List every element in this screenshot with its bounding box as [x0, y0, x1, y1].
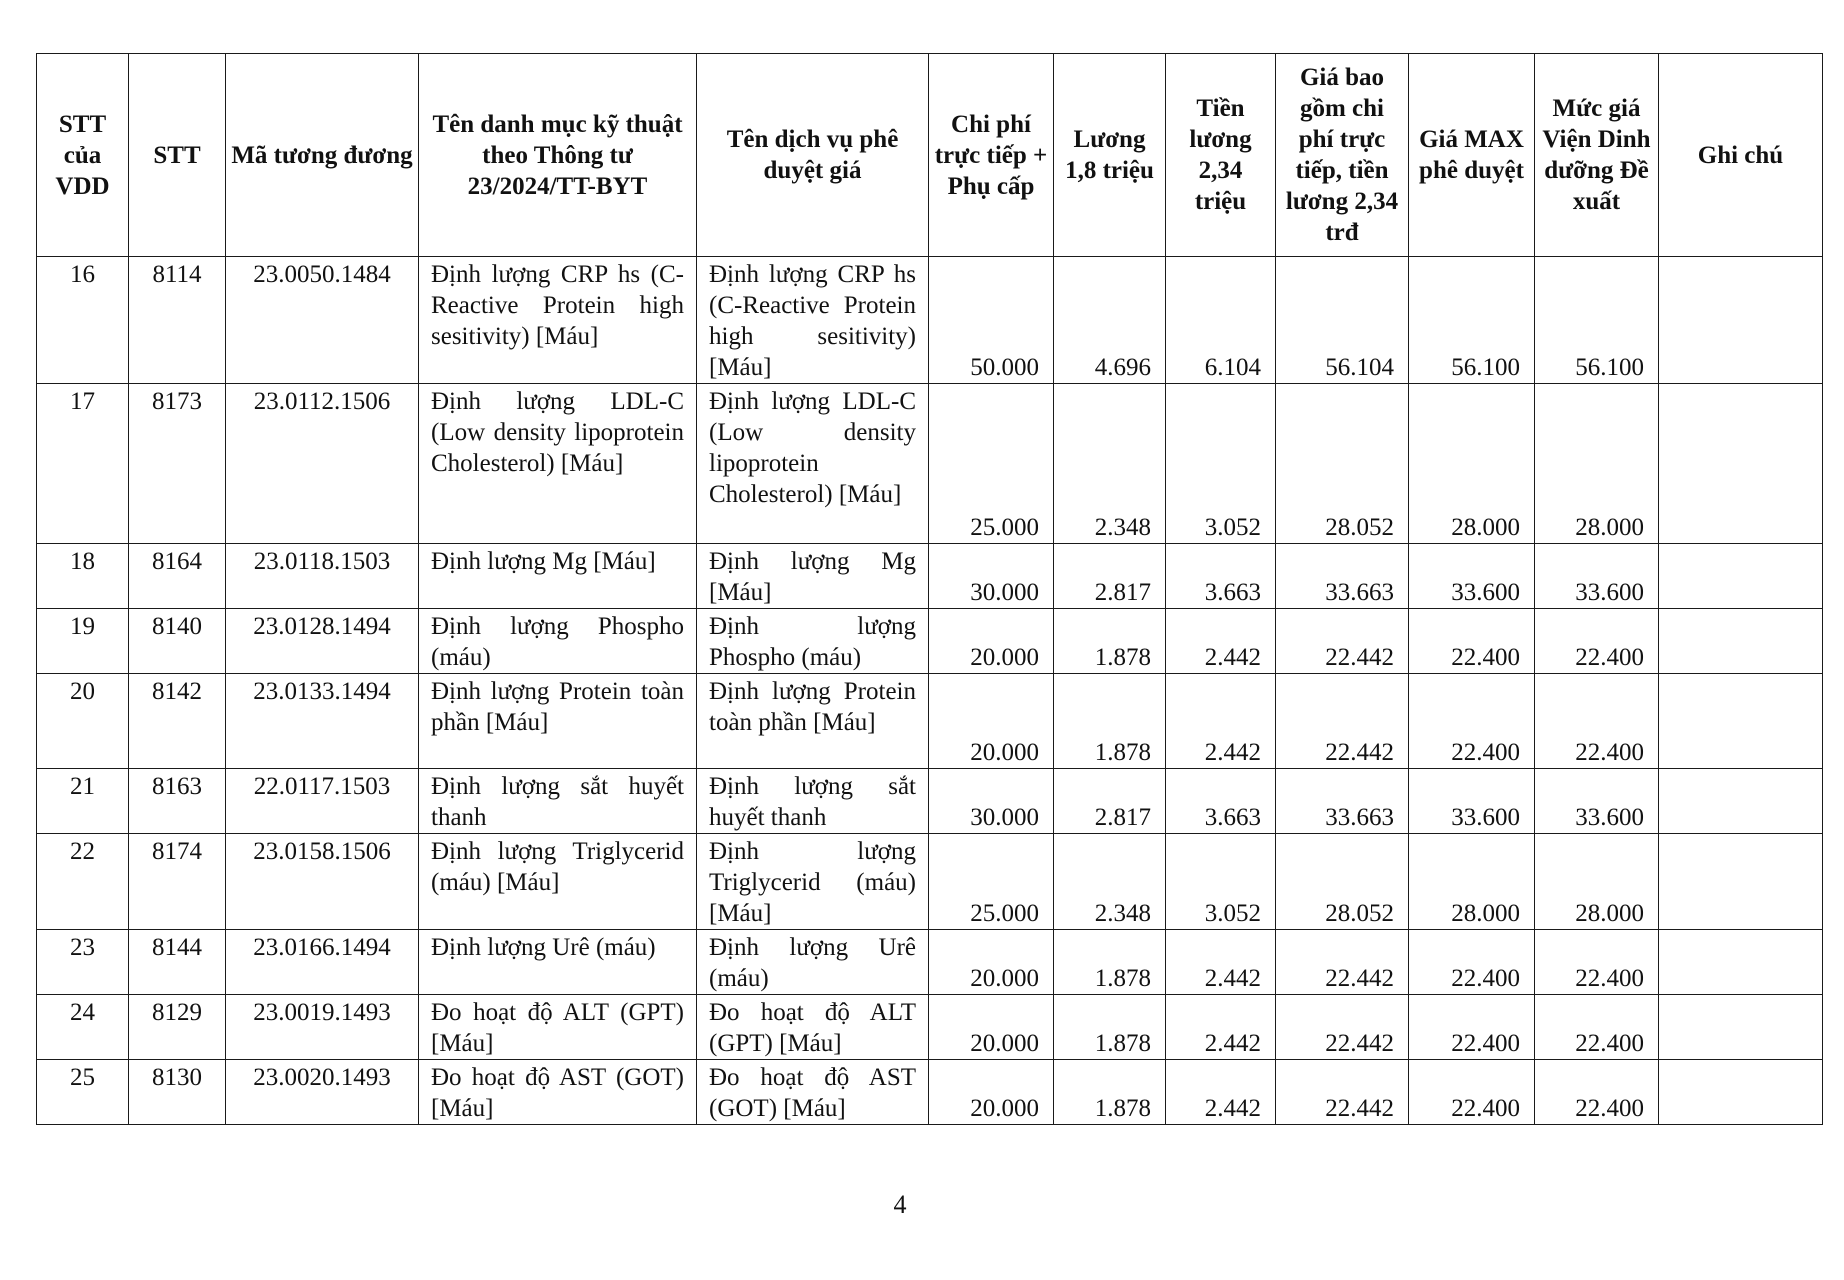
cell-stt-vdd: 20 — [37, 674, 129, 769]
cell-ma-tuong-duong: 23.0050.1484 — [226, 257, 419, 384]
cell-gia-bao-gom: 28.052 — [1276, 834, 1409, 930]
cell-stt-vdd: 24 — [37, 995, 129, 1060]
cell-stt-vdd: 21 — [37, 769, 129, 834]
price-table-container — [36, 53, 1822, 1125]
cell-ten-ky-thuat: Đo hoạt độ ALT (GPT) [Máu] — [419, 995, 697, 1060]
cell-ten-dich-vu: Định lượng Mg [Máu] — [697, 544, 929, 609]
cell-ghi-chu — [1659, 769, 1823, 834]
cell-stt: 8174 — [129, 834, 226, 930]
cell-gia-max: 33.600 — [1409, 769, 1535, 834]
table-row — [37, 995, 1823, 1060]
cell-ma-tuong-duong: 23.0128.1494 — [226, 609, 419, 674]
table-row — [37, 674, 1823, 769]
cell-luong-18: 2.348 — [1054, 834, 1166, 930]
cell-stt-vdd: 16 — [37, 257, 129, 384]
cell-ten-ky-thuat: Định lượng Mg [Máu] — [419, 544, 697, 609]
cell-luong-234: 2.442 — [1166, 674, 1276, 769]
cell-luong-234: 2.442 — [1166, 995, 1276, 1060]
cell-ten-dich-vu: Định lượng Urê (máu) — [697, 930, 929, 995]
cell-ghi-chu — [1659, 384, 1823, 544]
cell-stt: 8173 — [129, 384, 226, 544]
cell-gia-max: 56.100 — [1409, 257, 1535, 384]
cell-stt: 8140 — [129, 609, 226, 674]
cell-ten-ky-thuat: Định lượng sắt huyết thanh — [419, 769, 697, 834]
header-ten-ky-thuat: Tên danh mục kỹ thuật theo Thông tư 23/2024/TT-BYT — [419, 54, 697, 257]
cell-muc-gia: 28.000 — [1535, 384, 1659, 544]
cell-gia-bao-gom: 22.442 — [1276, 1060, 1409, 1125]
cell-gia-max: 22.400 — [1409, 1060, 1535, 1125]
cell-ten-dich-vu: Định lượng Phospho (máu) — [697, 609, 929, 674]
cell-ten-ky-thuat: Định lượng Urê (máu) — [419, 930, 697, 995]
cell-chi-phi: 20.000 — [929, 1060, 1054, 1125]
cell-stt: 8144 — [129, 930, 226, 995]
cell-chi-phi: 30.000 — [929, 544, 1054, 609]
cell-ten-ky-thuat: Định lượng Triglycerid (máu) [Máu] — [419, 834, 697, 930]
cell-gia-max: 22.400 — [1409, 609, 1535, 674]
cell-ma-tuong-duong: 23.0118.1503 — [226, 544, 419, 609]
cell-gia-bao-gom: 28.052 — [1276, 384, 1409, 544]
cell-stt: 8114 — [129, 257, 226, 384]
cell-muc-gia: 28.000 — [1535, 834, 1659, 930]
header-chi-phi: Chi phí trực tiếp + Phụ cấp — [929, 54, 1054, 257]
cell-luong-18: 1.878 — [1054, 995, 1166, 1060]
cell-luong-234: 3.052 — [1166, 384, 1276, 544]
cell-ma-tuong-duong: 23.0166.1494 — [226, 930, 419, 995]
cell-muc-gia: 22.400 — [1535, 995, 1659, 1060]
cell-luong-18: 1.878 — [1054, 930, 1166, 995]
table-body — [37, 257, 1823, 1125]
header-muc-gia: Mức giá Viện Dinh dưỡng Đề xuất — [1535, 54, 1659, 257]
cell-ghi-chu — [1659, 674, 1823, 769]
cell-gia-max: 33.600 — [1409, 544, 1535, 609]
cell-luong-234: 2.442 — [1166, 1060, 1276, 1125]
table-row — [37, 769, 1823, 834]
cell-chi-phi: 25.000 — [929, 834, 1054, 930]
cell-chi-phi: 30.000 — [929, 769, 1054, 834]
cell-luong-18: 2.817 — [1054, 769, 1166, 834]
cell-stt: 8142 — [129, 674, 226, 769]
table-row — [37, 609, 1823, 674]
cell-ten-dich-vu: Định lượng Triglycerid (máu) [Máu] — [697, 834, 929, 930]
cell-muc-gia: 33.600 — [1535, 769, 1659, 834]
cell-luong-18: 4.696 — [1054, 257, 1166, 384]
cell-luong-234: 3.663 — [1166, 769, 1276, 834]
table-row — [37, 257, 1823, 384]
cell-ma-tuong-duong: 23.0020.1493 — [226, 1060, 419, 1125]
cell-stt-vdd: 19 — [37, 609, 129, 674]
cell-gia-bao-gom: 22.442 — [1276, 930, 1409, 995]
cell-ten-ky-thuat: Định lượng LDL-C (Low density lipoprotein Cholesterol) [Máu] — [419, 384, 697, 544]
cell-gia-max: 28.000 — [1409, 834, 1535, 930]
header-stt-vdd: STT của VDD — [37, 54, 129, 257]
table-row — [37, 1060, 1823, 1125]
cell-luong-234: 2.442 — [1166, 930, 1276, 995]
cell-ghi-chu — [1659, 834, 1823, 930]
cell-ten-ky-thuat: Định lượng Protein toàn phần [Máu] — [419, 674, 697, 769]
header-gia-bao-gom: Giá bao gồm chi phí trực tiếp, tiền lương 2,34 trđ — [1276, 54, 1409, 257]
cell-muc-gia: 22.400 — [1535, 674, 1659, 769]
cell-ten-ky-thuat: Đo hoạt độ AST (GOT) [Máu] — [419, 1060, 697, 1125]
cell-stt-vdd: 18 — [37, 544, 129, 609]
cell-luong-18: 1.878 — [1054, 1060, 1166, 1125]
cell-gia-bao-gom: 56.104 — [1276, 257, 1409, 384]
cell-ghi-chu — [1659, 609, 1823, 674]
cell-chi-phi: 20.000 — [929, 609, 1054, 674]
cell-ghi-chu — [1659, 930, 1823, 995]
cell-gia-bao-gom: 22.442 — [1276, 674, 1409, 769]
cell-chi-phi: 50.000 — [929, 257, 1054, 384]
cell-ten-dich-vu: Đo hoạt độ ALT (GPT) [Máu] — [697, 995, 929, 1060]
cell-chi-phi: 20.000 — [929, 930, 1054, 995]
cell-luong-234: 3.052 — [1166, 834, 1276, 930]
cell-stt: 8163 — [129, 769, 226, 834]
price-table — [36, 53, 1823, 1125]
cell-muc-gia: 22.400 — [1535, 930, 1659, 995]
cell-muc-gia: 22.400 — [1535, 1060, 1659, 1125]
cell-ten-dich-vu: Định lượng Protein toàn phần [Máu] — [697, 674, 929, 769]
cell-gia-bao-gom: 33.663 — [1276, 544, 1409, 609]
table-row — [37, 834, 1823, 930]
cell-ten-dich-vu: Định lượng CRP hs (C-Reactive Protein high sesitivity) [Máu] — [697, 257, 929, 384]
cell-ten-dich-vu: Định lượng LDL-C (Low density lipoprotein Cholesterol) [Máu] — [697, 384, 929, 544]
cell-luong-18: 2.348 — [1054, 384, 1166, 544]
cell-ma-tuong-duong: 23.0133.1494 — [226, 674, 419, 769]
cell-ma-tuong-duong: 22.0117.1503 — [226, 769, 419, 834]
page-number: 4 — [893, 1190, 907, 1219]
cell-ten-ky-thuat: Định lượng CRP hs (C-Reactive Protein high sesitivity) [Máu] — [419, 257, 697, 384]
cell-luong-234: 3.663 — [1166, 544, 1276, 609]
cell-gia-max: 22.400 — [1409, 674, 1535, 769]
header-luong-234: Tiền lương 2,34 triệu — [1166, 54, 1276, 257]
cell-chi-phi: 25.000 — [929, 384, 1054, 544]
cell-ma-tuong-duong: 23.0112.1506 — [226, 384, 419, 544]
cell-gia-bao-gom: 33.663 — [1276, 769, 1409, 834]
cell-ma-tuong-duong: 23.0019.1493 — [226, 995, 419, 1060]
cell-gia-max: 22.400 — [1409, 930, 1535, 995]
header-gia-max: Giá MAX phê duyệt — [1409, 54, 1535, 257]
header-stt: STT — [129, 54, 226, 257]
cell-chi-phi: 20.000 — [929, 995, 1054, 1060]
cell-gia-max: 28.000 — [1409, 384, 1535, 544]
cell-gia-bao-gom: 22.442 — [1276, 609, 1409, 674]
cell-ghi-chu — [1659, 544, 1823, 609]
cell-luong-18: 1.878 — [1054, 674, 1166, 769]
cell-stt-vdd: 23 — [37, 930, 129, 995]
cell-muc-gia: 56.100 — [1535, 257, 1659, 384]
cell-ghi-chu — [1659, 995, 1823, 1060]
header-ma-tuong-duong: Mã tương đương — [226, 54, 419, 257]
cell-ma-tuong-duong: 23.0158.1506 — [226, 834, 419, 930]
cell-luong-234: 2.442 — [1166, 609, 1276, 674]
cell-luong-18: 2.817 — [1054, 544, 1166, 609]
header-luong-18: Lương 1,8 triệu — [1054, 54, 1166, 257]
cell-stt-vdd: 17 — [37, 384, 129, 544]
cell-ten-dich-vu: Đo hoạt độ AST (GOT) [Máu] — [697, 1060, 929, 1125]
cell-ghi-chu — [1659, 1060, 1823, 1125]
cell-stt-vdd: 22 — [37, 834, 129, 930]
cell-muc-gia: 22.400 — [1535, 609, 1659, 674]
cell-stt-vdd: 25 — [37, 1060, 129, 1125]
header-row — [37, 54, 1823, 257]
cell-ten-dich-vu: Định lượng sắt huyết thanh — [697, 769, 929, 834]
cell-muc-gia: 33.600 — [1535, 544, 1659, 609]
cell-luong-234: 6.104 — [1166, 257, 1276, 384]
cell-stt: 8129 — [129, 995, 226, 1060]
table-row — [37, 544, 1823, 609]
header-ten-dich-vu: Tên dịch vụ phê duyệt giá — [697, 54, 929, 257]
table-row — [37, 930, 1823, 995]
cell-luong-18: 1.878 — [1054, 609, 1166, 674]
cell-stt: 8164 — [129, 544, 226, 609]
cell-stt: 8130 — [129, 1060, 226, 1125]
cell-ghi-chu — [1659, 257, 1823, 384]
cell-ten-ky-thuat: Định lượng Phospho (máu) — [419, 609, 697, 674]
header-ghi-chu: Ghi chú — [1659, 54, 1823, 257]
cell-chi-phi: 20.000 — [929, 674, 1054, 769]
cell-gia-max: 22.400 — [1409, 995, 1535, 1060]
cell-gia-bao-gom: 22.442 — [1276, 995, 1409, 1060]
table-row — [37, 384, 1823, 544]
